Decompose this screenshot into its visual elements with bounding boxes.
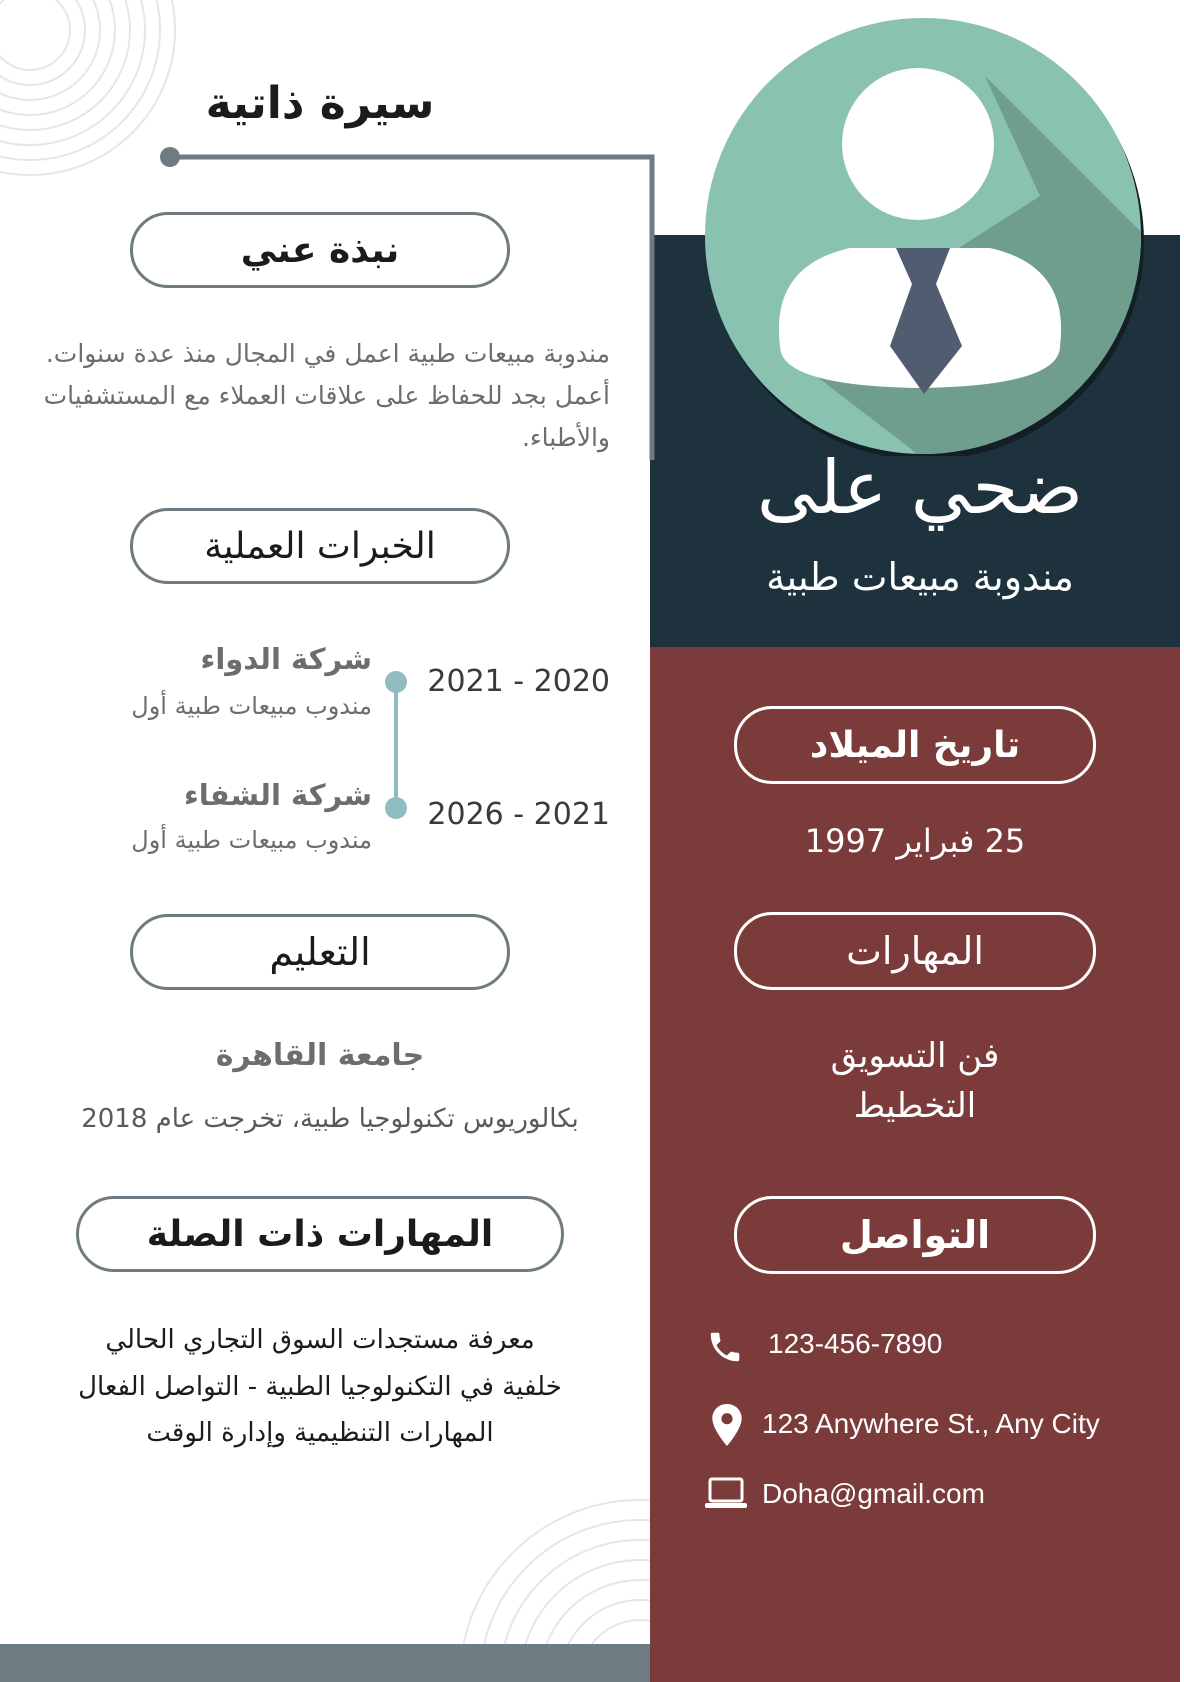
document-title: سيرة ذاتية bbox=[205, 78, 435, 129]
phone-icon bbox=[706, 1328, 744, 1366]
birthdate-value: 25 فبراير 1997 bbox=[804, 822, 1026, 860]
experience-heading-label: الخبرات العملية bbox=[204, 525, 436, 567]
skill-item-1: فن التسويق bbox=[830, 1036, 1000, 1076]
experience-period-2: 2026 - 2021 bbox=[427, 797, 610, 832]
contact-address[interactable]: 123 Anywhere St., Any City bbox=[762, 1408, 1100, 1439]
skills-heading bbox=[734, 912, 1096, 990]
about-text: مندوبة مبيعات طبية اعمل في المجال منذ عدة سنوات. أعمل بجد للحفاظ على علاقات العملاء مع المستشفيات والأطباء. bbox=[43, 339, 610, 452]
location-pin-icon bbox=[710, 1404, 744, 1446]
related-skill-line-3: المهارات التنظيمية وإدارة الوقت bbox=[146, 1418, 494, 1448]
about-heading bbox=[130, 212, 510, 288]
footer-bar bbox=[0, 1644, 650, 1682]
decorative-arcs-top bbox=[0, 0, 180, 190]
related-skill-line-1: معرفة مستجدات السوق التجاري الحالي bbox=[105, 1325, 535, 1355]
contact-phone[interactable]: 123-456-7890 bbox=[768, 1328, 943, 1359]
sidebar-panel-maroon bbox=[650, 647, 1180, 1682]
related-skills-heading-label: المهارات ذات الصلة bbox=[146, 1213, 494, 1255]
contact-email[interactable]: Doha@gmail.com bbox=[762, 1478, 985, 1509]
education-degree: بكالوريوس تكنولوجيا طبية، تخرجت عام 2018 bbox=[81, 1104, 579, 1134]
contact-heading bbox=[734, 1196, 1096, 1274]
education-heading-label: التعليم bbox=[269, 930, 371, 974]
birthdate-heading-label: تاريخ الميلاد bbox=[809, 724, 1021, 766]
related-skill-line-2: خلفية في التكنولوجيا الطبية - التواصل الفعال bbox=[78, 1372, 562, 1402]
experience-role-1: مندوب مبيعات طبية أول bbox=[131, 692, 372, 720]
experience-heading bbox=[130, 508, 510, 584]
education-university: جامعة القاهرة bbox=[215, 1038, 425, 1073]
experience-role-2: مندوب مبيعات طبية أول bbox=[131, 826, 372, 854]
about-heading-label: نبذة عني bbox=[240, 229, 400, 271]
experience-company-1: شركة الدواء bbox=[200, 642, 372, 676]
birthdate-heading bbox=[734, 706, 1096, 784]
avatar bbox=[700, 16, 1150, 456]
job-title: مندوبة مبيعات طبية bbox=[766, 555, 1074, 599]
skills-heading-label: المهارات bbox=[846, 929, 984, 973]
contact-heading-label: التواصل bbox=[839, 1213, 991, 1257]
experience-company-2: شركة الشفاء bbox=[183, 778, 372, 812]
experience-timeline bbox=[384, 670, 414, 820]
person-name: ضحي على bbox=[756, 445, 1084, 531]
related-skills-heading bbox=[76, 1196, 564, 1272]
skill-item-2: التخطيط bbox=[853, 1086, 977, 1126]
education-heading bbox=[130, 914, 510, 990]
experience-period-1: 2021 - 2020 bbox=[427, 664, 610, 699]
laptop-icon bbox=[704, 1476, 748, 1512]
